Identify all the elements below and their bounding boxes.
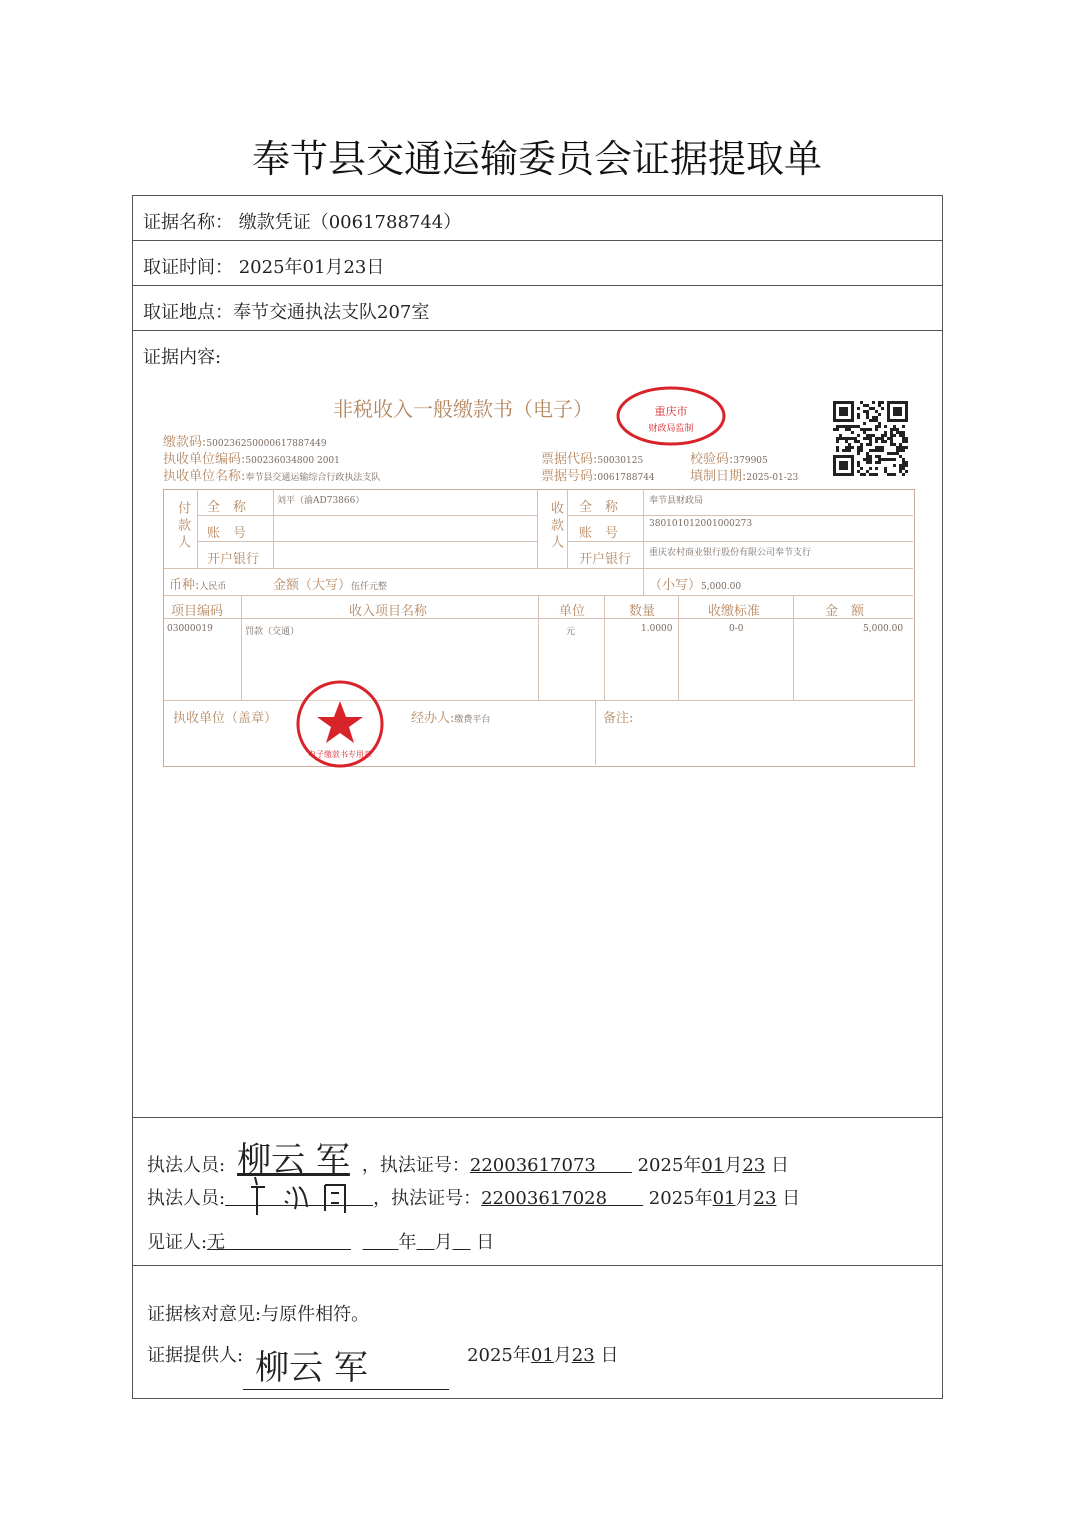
row-verification: 证据核对意见:与原件相符。 证据提供人: 柳云 军 2025年01月23 日: [147, 1304, 619, 1388]
amount-upper: 伍仟元整: [351, 582, 388, 592]
qr-code-icon: [833, 401, 911, 479]
provider-signature: 柳云 军: [243, 1340, 449, 1390]
bill-number: 0061788744: [597, 473, 655, 483]
signature: 柳云 军: [237, 1140, 350, 1180]
receipt-image: 非税收入一般缴款书（电子） 重庆市 财政局监制 缴款码:500236250000617887449 执收单位编码:500236034800 2001 执收单位名称:奉节县交通运输综合行政执法支队 票据代码:50030125 票据号码:0061788744 校验码:379905 填制日期:2025-01-23 付款人 收款人 全 称 账 号 开户银行 全 称 账 号 开户银行 刘平（渝AD73866） 奉节县财政局 380101012001000273 重庆农村商业银行股份有限公司奉节支行 币种:人民币 金额（大写）伍仟元整 （小写）5,000.00 项目编码 收入项目名称 单位 数量 收缴标准 金 额 03000019 罚款（交通） 元 1.0000 0-0 5,000.00 执收单位（盖章） 经办人:缴费平台 备注: 电子缴款书专用章: [163, 393, 915, 773]
label: 证据名称：: [143, 212, 233, 233]
page-title: 奉节县交通运输委员会证据提取单: [251, 137, 822, 181]
evidence-time: 2025年01月23日: [238, 257, 385, 278]
item-std: 0-0: [729, 624, 744, 634]
evidence-name: 缴款凭证（0061788744）: [238, 212, 462, 233]
row-evidence-place: [133, 286, 942, 331]
receipt-title: 非税收入一般缴款书（电子）: [333, 397, 593, 421]
fill-date: 2025-01-23: [746, 473, 799, 483]
official-stamp-icon: [293, 679, 387, 769]
cert-number: 22003617073: [469, 1155, 596, 1176]
verify-opinion: 与原件相符。: [261, 1304, 370, 1325]
item-amount: 5,000.00: [863, 624, 904, 634]
item-name: 罚款（交通）: [245, 627, 300, 637]
item-code: 03000019: [167, 624, 213, 634]
row-evidence-content: [133, 331, 942, 1118]
form-table: [132, 195, 943, 1399]
svg-text:财政局监制: 财政局监制: [648, 424, 694, 434]
pay-code: 500236250000617887449: [206, 439, 327, 449]
unit-name: 奉节县交通运输综合行政执法支队: [245, 473, 381, 483]
item-unit: 元: [566, 627, 576, 637]
handler: 缴费平台: [454, 715, 491, 725]
finance-seal-icon: [615, 385, 727, 447]
label: 取证时间：: [143, 257, 233, 278]
payee-account: 380101012001000273: [649, 519, 753, 529]
label: 证据内容:: [143, 347, 222, 368]
payee-bank: 重庆农村商业银行股份有限公司奉节支行: [649, 548, 812, 558]
svg-text:电子缴款书专用章: 电子缴款书专用章: [308, 750, 372, 759]
row-officers: 执法人员: 柳云 军 ，执法证号：22003617073 2025年01月23 日 执法人员: ，执法证号：22003617028 2025年01月23 日 见证人:无 年 月 日: [133, 1118, 942, 1266]
witness: 无: [207, 1232, 226, 1253]
check-code: 379905: [733, 456, 768, 466]
evidence-place: 奉节交通执法支队207室: [233, 302, 430, 323]
label: 取证地点：: [143, 302, 233, 323]
item-qty: 1.0000: [641, 624, 673, 634]
payer-name: 刘平（渝AD73866）: [277, 496, 365, 506]
handwritten-signature: [225, 1187, 373, 1206]
stamp-label: 执收单位（盖章）: [173, 711, 278, 726]
bill-code: 50030125: [597, 456, 644, 466]
row-evidence-time: [133, 241, 942, 286]
cert-number: 22003617028: [481, 1188, 608, 1209]
unit-code: 500236034800 2001: [245, 456, 340, 466]
payee-name: 奉节县财政局: [649, 496, 704, 506]
svg-text:重庆市: 重庆市: [654, 405, 688, 418]
row-evidence-name: [133, 196, 942, 241]
amount-lower: 5,000.00: [701, 582, 742, 592]
